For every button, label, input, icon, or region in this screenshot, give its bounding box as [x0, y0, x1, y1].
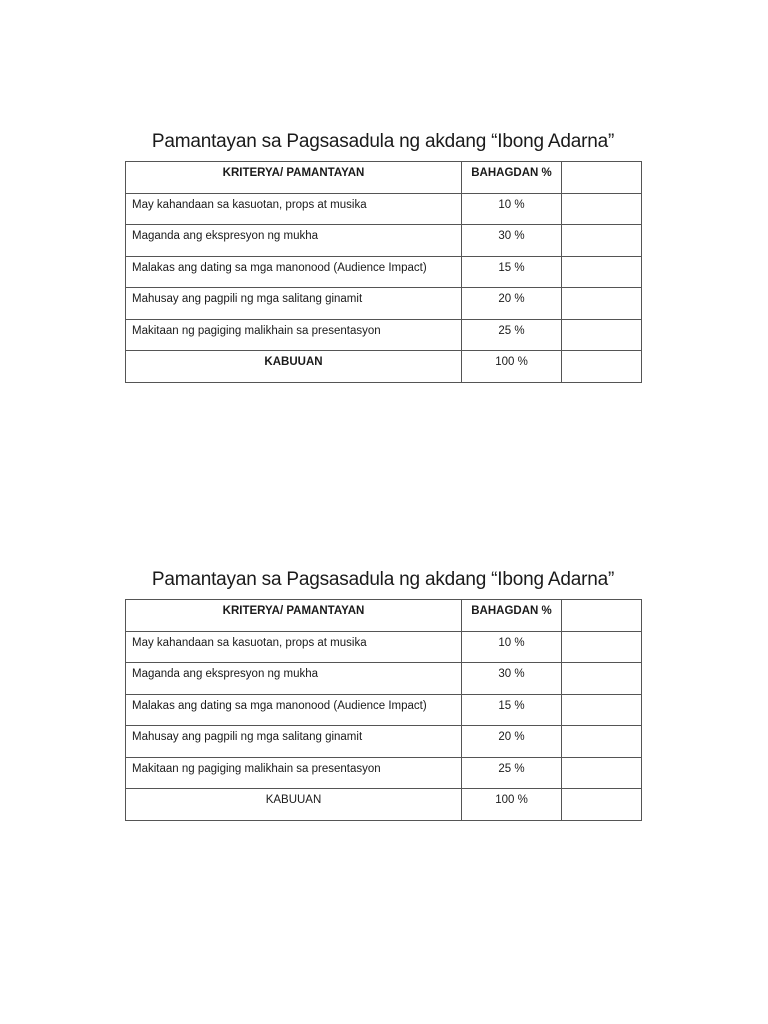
row-percent: 10 % — [462, 631, 562, 663]
row-criteria: Mahusay ang pagpili ng mga salitang ginamit — [126, 288, 462, 320]
row-blank — [562, 726, 642, 758]
header-criteria: KRITERYA/ PAMANTAYAN — [126, 162, 462, 194]
table-row — [126, 256, 642, 288]
row-percent: 30 % — [462, 663, 562, 695]
table-row — [126, 288, 642, 320]
header-percent: BAHAGDAN % — [462, 600, 562, 632]
table-total-row — [126, 789, 642, 821]
rubric-table — [125, 161, 642, 383]
row-criteria: Mahusay ang pagpili ng mga salitang ginamit — [126, 726, 462, 758]
rubric-title: Pamantayan sa Pagsasadula ng akdang “Ibong Adarna” — [151, 569, 615, 590]
total-blank — [562, 789, 642, 821]
header-blank — [562, 162, 642, 194]
row-criteria: May kahandaan sa kasuotan, props at musika — [126, 193, 462, 225]
rubric-block-1 — [125, 130, 641, 383]
row-percent: 25 % — [462, 757, 562, 789]
row-criteria: Maganda ang ekspresyon ng mukha — [126, 225, 462, 257]
row-percent: 25 % — [462, 319, 562, 351]
row-blank — [562, 225, 642, 257]
table-row — [126, 631, 642, 663]
row-percent: 15 % — [462, 256, 562, 288]
row-percent: 15 % — [462, 694, 562, 726]
total-label: KABUUAN — [126, 351, 462, 383]
total-percent: 100 % — [462, 789, 562, 821]
row-blank — [562, 256, 642, 288]
table-header-row — [126, 600, 642, 632]
row-blank — [562, 694, 642, 726]
table-row — [126, 757, 642, 789]
table-row — [126, 694, 642, 726]
row-criteria: Maganda ang ekspresyon ng mukha — [126, 663, 462, 695]
header-blank — [562, 600, 642, 632]
total-percent: 100 % — [462, 351, 562, 383]
row-blank — [562, 663, 642, 695]
rubric-block-2 — [125, 568, 641, 821]
row-blank — [562, 288, 642, 320]
row-criteria: Malakas ang dating sa mga manonood (Audience Impact) — [126, 256, 462, 288]
row-percent: 20 % — [462, 726, 562, 758]
table-row — [126, 193, 642, 225]
header-percent: BAHAGDAN % — [462, 162, 562, 194]
row-percent: 30 % — [462, 225, 562, 257]
row-criteria: May kahandaan sa kasuotan, props at musika — [126, 631, 462, 663]
row-criteria: Makitaan ng pagiging malikhain sa presentasyon — [126, 757, 462, 789]
row-criteria: Malakas ang dating sa mga manonood (Audience Impact) — [126, 694, 462, 726]
row-blank — [562, 757, 642, 789]
total-label: KABUUAN — [126, 789, 462, 821]
row-criteria: Makitaan ng pagiging malikhain sa presentasyon — [126, 319, 462, 351]
header-criteria: KRITERYA/ PAMANTAYAN — [126, 600, 462, 632]
table-total-row — [126, 351, 642, 383]
row-blank — [562, 193, 642, 225]
table-header-row — [126, 162, 642, 194]
table-row — [126, 726, 642, 758]
row-percent: 10 % — [462, 193, 562, 225]
table-row — [126, 319, 642, 351]
table-row — [126, 225, 642, 257]
row-percent: 20 % — [462, 288, 562, 320]
row-blank — [562, 319, 642, 351]
rubric-title: Pamantayan sa Pagsasadula ng akdang “Ibong Adarna” — [151, 131, 615, 152]
rubric-table — [125, 599, 642, 821]
table-row — [126, 663, 642, 695]
row-blank — [562, 631, 642, 663]
total-blank — [562, 351, 642, 383]
